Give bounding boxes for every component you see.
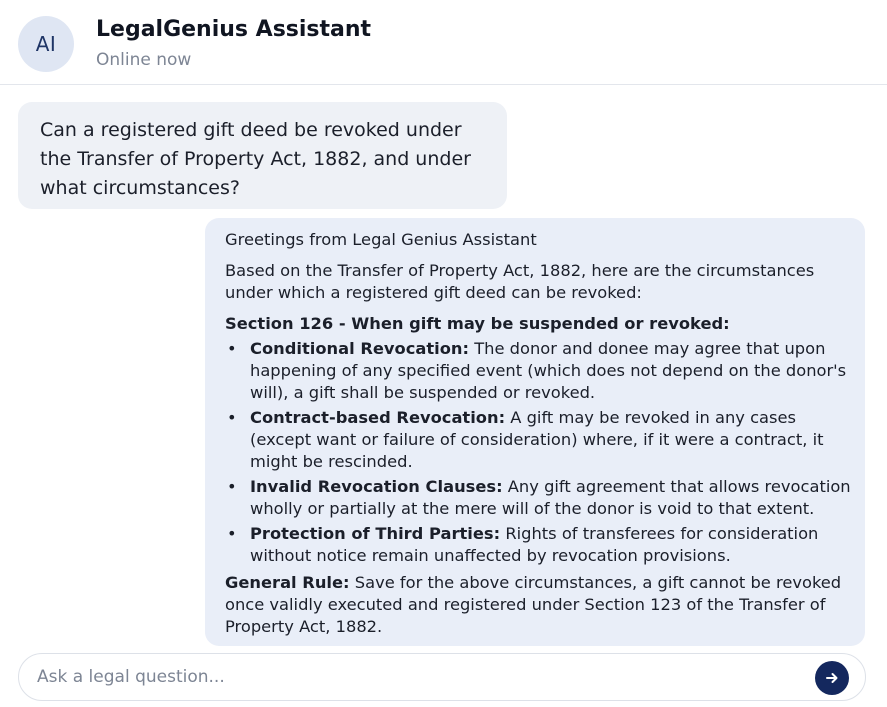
list-item — [225, 338, 851, 404]
arrow-right-icon — [825, 671, 839, 685]
chat-header — [0, 0, 887, 85]
point-text: Any gift agreement that allows revocation wholly or partially at the mere will of the donor is void to that extent. — [250, 477, 851, 518]
list-item — [225, 407, 851, 473]
section-heading: Section 126 - When gift may be suspended or revoked: — [225, 314, 730, 333]
point-title: Protection of Third Parties: — [250, 524, 501, 543]
point-text: The donor and donee may agree that upon happening of any specified event (which does not depend on the donor's will), a gift shall be suspended or revoked. — [250, 339, 847, 402]
point-text: A gift may be revoked in any cases (except want or failure of consideration) where, if it were a contract, it might be rescinded. — [250, 408, 824, 471]
bullet-icon: • — [227, 408, 237, 427]
assistant-greeting: Greetings from Legal Genius Assistant — [225, 230, 537, 249]
page-title: LegalGenius Assistant — [96, 17, 372, 42]
assistant-message — [205, 218, 865, 646]
bullet-icon: • — [227, 477, 237, 496]
status-text: Online now — [96, 50, 192, 70]
send-button[interactable] — [815, 661, 849, 695]
user-message: Can a registered gift deed be revoked under the Transfer of Property Act, 1882, and under what circumstances? — [18, 102, 507, 209]
general-rule-text: Save for the above circumstances, a gift cannot be revoked once validly executed and registered under Section 123 of the Transfer of Property Act, 1882. — [225, 573, 842, 636]
bullet-icon: • — [227, 339, 237, 358]
assistant-intro: Based on the Transfer of Property Act, 1882, here are the circumstances under which a registered gift deed can be revoked: — [225, 261, 815, 302]
list-item — [225, 476, 851, 520]
bullet-icon: • — [227, 524, 237, 543]
revocation-points-list — [225, 338, 851, 567]
general-rule-title: General Rule: — [225, 573, 350, 592]
general-rule — [225, 572, 851, 638]
list-item — [225, 523, 851, 567]
point-text: Rights of transferees for consideration without notice remain unaffected by revocation provisions. — [250, 524, 819, 565]
point-title: Contract-based Revocation: — [250, 408, 506, 427]
avatar: AI — [18, 16, 74, 72]
question-input[interactable] — [37, 654, 807, 700]
composer — [18, 653, 866, 701]
point-title: Invalid Revocation Clauses: — [250, 477, 503, 496]
point-title: Conditional Revocation: — [250, 339, 470, 358]
